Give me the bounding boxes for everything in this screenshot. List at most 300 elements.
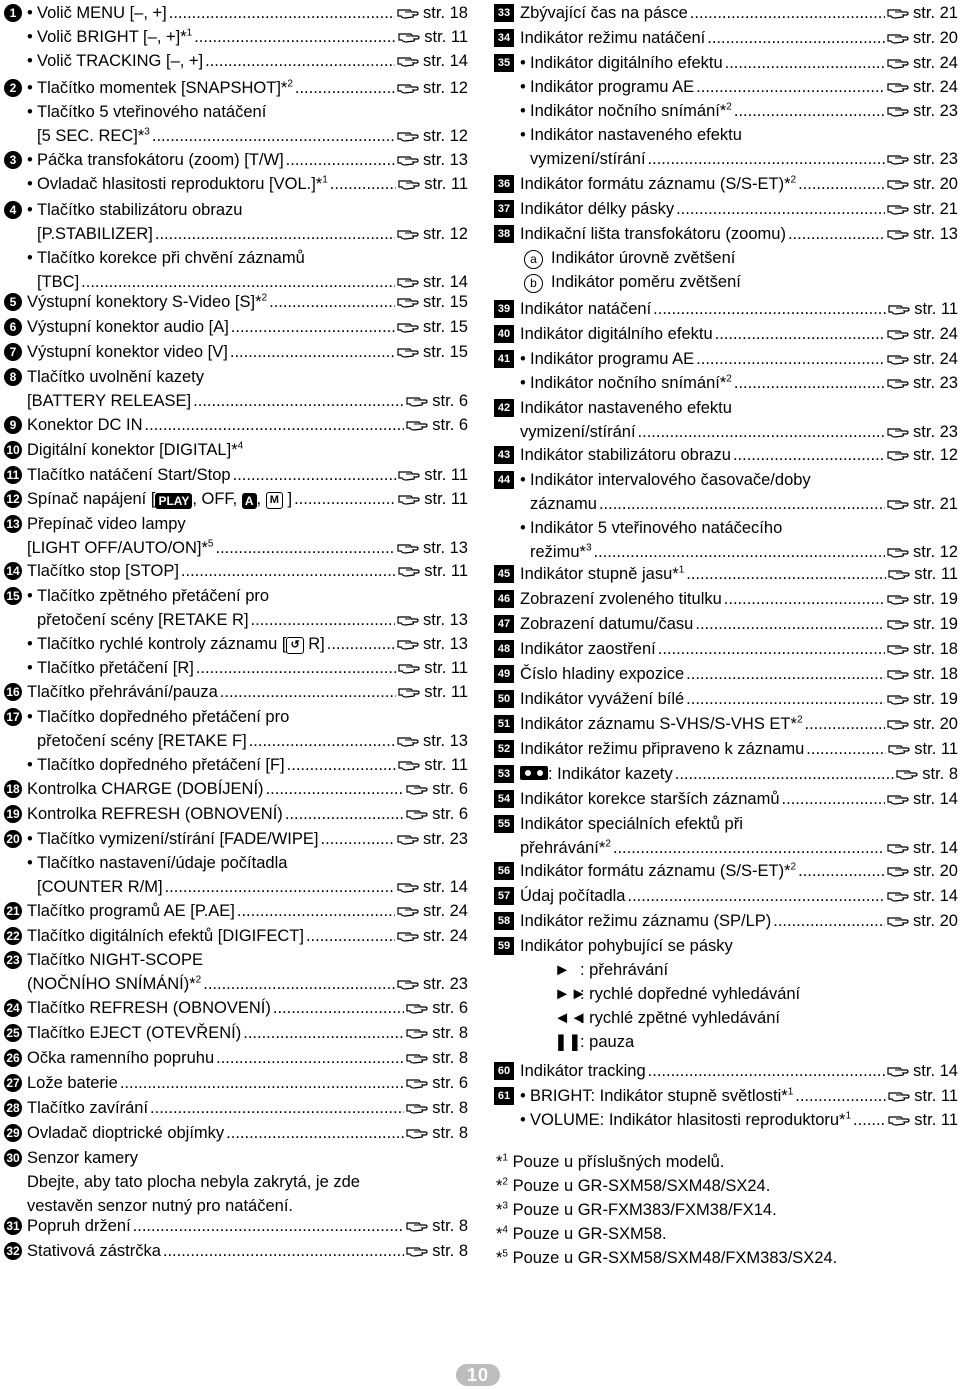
entry-line: [27, 413, 468, 437]
entry-line: [27, 972, 468, 996]
entry-label-wrap: [520, 787, 780, 811]
footnote-marker: 1: [322, 174, 328, 186]
entry-line-content: [27, 438, 468, 462]
entry-line-content: [520, 172, 958, 196]
entry-line-content: [520, 637, 958, 661]
page-reference: [888, 297, 958, 321]
entry-line-content: [27, 487, 468, 511]
entry-label: : rychlé zpětné vyhledávání: [580, 1009, 780, 1027]
entry-line-content: [27, 1046, 468, 1070]
pointing-hand-icon: [887, 448, 909, 461]
entry-label: [TBC]: [37, 273, 80, 291]
leader-dots: [150, 1096, 404, 1120]
entry-text: [520, 297, 958, 321]
entry-label: záznamu: [530, 495, 597, 513]
leader-dots: [798, 172, 885, 196]
entry-line-content: [37, 608, 468, 632]
footnote-marker: 2: [726, 101, 732, 113]
entry-line: [27, 49, 468, 73]
entry-text: [520, 396, 958, 444]
entry-label-wrap: [530, 540, 592, 564]
entry-line-content: [520, 562, 958, 586]
entry-line: [520, 1059, 958, 1083]
page-ref-label: str. 11: [424, 466, 468, 484]
page-ref-label: str. 19: [913, 690, 958, 708]
entry-label: Popruh držení: [27, 1217, 131, 1235]
footnote-marker: 5: [207, 538, 214, 550]
leader-dots: [782, 787, 886, 811]
entry-label: Indikátor režimu natáčení: [520, 29, 706, 47]
entry-label: Volič BRIGHT [–, +]*: [37, 28, 187, 46]
tape-symbol-icon: ❚❚: [554, 1033, 582, 1051]
entry-number-badge: 22: [4, 927, 22, 945]
entry-line-content: [27, 680, 468, 704]
entry-line: [27, 365, 468, 389]
entry-label-wrap: [27, 365, 204, 389]
entry-line-content: [27, 1214, 468, 1238]
entry-number-badge: 23: [4, 951, 22, 969]
entry-label-wrap: [520, 297, 651, 321]
entry-line: [27, 172, 468, 196]
page-ref-label: str. 20: [913, 715, 958, 733]
entry-number-badge: 46: [494, 590, 514, 608]
leader-dots: [724, 587, 885, 611]
entry-label: Kontrolka CHARGE (DOBÍJENÍ): [27, 780, 264, 798]
leader-dots: [653, 297, 886, 321]
leader-dots: [233, 463, 397, 487]
entry-text: [520, 637, 958, 661]
entry-line: [520, 75, 958, 99]
entry-text: [27, 899, 468, 923]
entry-label-wrap: [520, 637, 656, 661]
pointing-hand-icon: [398, 177, 420, 190]
entry-line-content: [520, 909, 958, 933]
entry-number-badge: 38: [494, 225, 514, 243]
entry-line-content: [27, 1021, 468, 1045]
entry-label-wrap: [520, 396, 732, 420]
page-ref-label: str. 14: [423, 273, 468, 291]
entry-number-badge: 10: [4, 441, 22, 459]
page-reference: [406, 777, 468, 801]
page-reference: [406, 413, 468, 437]
entry-number-badge: 8: [4, 368, 22, 386]
page-reference: [397, 340, 468, 364]
page-reference: [887, 1059, 958, 1083]
entry-line: [27, 802, 468, 826]
entry-text: [520, 884, 958, 908]
entry-line-content: [520, 762, 958, 786]
leader-dots: [294, 487, 396, 511]
entry-label-wrap: [37, 100, 266, 124]
entry-label: Indikátor vyvážení bílé: [520, 690, 685, 708]
entry-line-content: [520, 1059, 958, 1083]
entry-label-wrap: [37, 608, 249, 632]
entry-text: [27, 438, 468, 462]
bullet-icon: •: [27, 175, 33, 193]
leader-dots: [203, 972, 395, 996]
page-ref-label: str. 21: [913, 4, 958, 22]
page-ref-label: str. 14: [913, 1062, 958, 1080]
entry-number-badge: 51: [494, 715, 514, 733]
entry-label: Výstupní konektor audio [A]: [27, 318, 229, 336]
entry-number-badge: 25: [4, 1024, 22, 1042]
entry-line: [520, 222, 958, 246]
entry-label: Lože baterie: [27, 1074, 118, 1092]
leader-dots: [169, 1, 395, 25]
entry-label-wrap: [27, 413, 143, 437]
entry-line-content: [520, 297, 958, 321]
pointing-hand-icon: [888, 1089, 910, 1102]
leader-dots: [594, 540, 886, 564]
entry-line: [520, 396, 958, 420]
entry-label-wrap: [27, 463, 231, 487]
pointing-hand-icon: [406, 1076, 428, 1089]
entry-label-wrap: [37, 124, 150, 148]
entry-line-content: [37, 875, 468, 899]
page-reference: [887, 147, 958, 171]
entry-label-wrap: [27, 972, 201, 996]
entry-text: [27, 827, 468, 899]
entry-number-badge: 6: [4, 318, 22, 336]
entry-label: Indikátor stupně jasu*: [520, 565, 679, 583]
entry-label: Indikátor tracking: [520, 1062, 646, 1080]
footnote-number: 3: [502, 1200, 508, 1212]
entry-line: [27, 584, 468, 608]
entry-line-content: [530, 468, 958, 492]
leader-dots: [269, 290, 395, 314]
page-reference: [896, 762, 958, 786]
pointing-hand-icon: [896, 767, 918, 780]
entry-label: režimu*: [530, 543, 586, 561]
entry-label: přetočení scény [RETAKE F]: [37, 732, 247, 750]
entry-line-content: [520, 197, 958, 221]
entry-text: [27, 680, 468, 704]
entry-label: Indikátor programu AE: [530, 350, 695, 368]
leader-dots: [638, 420, 886, 444]
entry-line: [520, 197, 958, 221]
pointing-hand-icon: [887, 642, 909, 655]
footnote: [496, 1174, 770, 1198]
page-ref-label: str. 11: [424, 28, 468, 46]
entry-label: Indikátor režimu záznamu (SP/LP): [520, 912, 772, 930]
page-ref-label: str. 11: [424, 756, 468, 774]
page-reference: [887, 420, 958, 444]
entry-line: [520, 1006, 958, 1030]
entry-text: [27, 340, 468, 364]
pointing-hand-icon: [397, 320, 419, 333]
page-ref-label: str. 8: [432, 1124, 468, 1142]
entry-label: Spínač napájení [: [27, 490, 156, 508]
entry-number-badge: 28: [4, 1099, 22, 1117]
entry-line-content: [37, 198, 468, 222]
entry-label: Ovladač hlasitosti reproduktoru [VOL.]*: [37, 175, 323, 193]
leader-dots: [725, 51, 885, 75]
entry-label: Indikátor intervalového časovače/doby: [530, 471, 811, 489]
entry-text: [27, 76, 468, 148]
page-ref-label: str. 14: [423, 52, 468, 70]
entry-label: Indikátor poměru zvětšení: [551, 273, 741, 291]
entry-text: [27, 487, 468, 511]
bullet-icon: •: [27, 587, 33, 605]
footnote-marker: 2: [287, 78, 293, 90]
pointing-hand-icon: [887, 792, 909, 805]
entry-text: [520, 687, 958, 711]
entry-line: [27, 875, 468, 899]
pointing-hand-icon: [398, 564, 420, 577]
entry-label-wrap: [520, 172, 796, 196]
entry-line: [27, 1121, 468, 1145]
footnote: [496, 1150, 724, 1174]
tape-symbol-icon: ◄◄: [554, 1009, 587, 1027]
page-ref-label: str. 20: [913, 862, 958, 880]
entry-label: Indikátor nastaveného efektu: [520, 399, 732, 417]
page-reference: [398, 656, 468, 680]
leader-dots: [676, 197, 885, 221]
pointing-hand-icon: [406, 1101, 428, 1114]
entry-label: Volič TRACKING [–, +]: [37, 52, 204, 70]
entry-line-content: [530, 492, 958, 516]
entry-line: [27, 1046, 468, 1070]
entry-line-content: [37, 632, 468, 656]
entry-label: Tlačítko digitálních efektů [DIGIFECT]: [27, 927, 304, 945]
leader-dots: [226, 1121, 404, 1145]
page-reference: [397, 222, 468, 246]
entry-label: Indikátor zaostření: [520, 640, 656, 658]
entry-line: [27, 76, 468, 100]
page-reference: [397, 608, 468, 632]
entry-line: [27, 124, 468, 148]
entry-label: Indikátor záznamu S-VHS/S-VHS ET*: [520, 715, 797, 733]
entry-number-badge: 43: [494, 446, 514, 464]
pointing-hand-icon: [397, 929, 419, 942]
cassette-icon: [520, 766, 548, 780]
leader-dots: [251, 608, 396, 632]
entry-label-wrap: [27, 315, 229, 339]
page-reference: [887, 172, 958, 196]
pointing-hand-icon: [887, 592, 909, 605]
entry-line: [520, 836, 958, 860]
entry-text: [27, 148, 468, 196]
page-ref-label: str. 18: [423, 4, 468, 22]
entry-line-content: [27, 1071, 468, 1095]
entry-number-badge: 26: [4, 1049, 22, 1067]
entry-label: Očka ramenního popruhu: [27, 1049, 215, 1067]
entry-text: [27, 924, 468, 948]
page-reference: [397, 972, 468, 996]
pointing-hand-icon: [398, 661, 420, 674]
page-ref-label: str. 12: [913, 446, 958, 464]
page-reference: [398, 463, 468, 487]
entry-label-wrap: [530, 123, 742, 147]
page-reference: [887, 884, 958, 908]
page-reference: [398, 559, 468, 583]
entry-line-content: [530, 1108, 958, 1132]
page-reference: [887, 540, 958, 564]
page-reference: [406, 1096, 468, 1120]
page-ref-label: str. 19: [913, 590, 958, 608]
entry-line: [520, 787, 958, 811]
leader-dots: [220, 680, 397, 704]
entry-line: [27, 438, 468, 462]
entry-number-badge: 37: [494, 200, 514, 218]
entry-label-wrap: Spínač napájení [ PLAY , OFF, A , M ]: [27, 490, 293, 508]
entry-label: Tlačítko uvolnění kazety: [27, 368, 205, 386]
footnote-text: Pouze u příslušných modelů.: [512, 1153, 725, 1171]
entry-number-badge: 35: [494, 54, 514, 72]
entry-label-wrap: [530, 51, 723, 75]
page-ref-label: str. 8: [432, 1099, 468, 1117]
page-ref-label: str. 11: [914, 740, 958, 758]
bullet-icon: •: [520, 54, 526, 72]
leader-dots: [273, 996, 404, 1020]
entry-line-content: [27, 899, 468, 923]
pointing-hand-icon: [397, 6, 419, 19]
entry-number-badge: 60: [494, 1062, 514, 1080]
footnote-marker: 4: [237, 440, 244, 452]
entry-number-badge: 40: [494, 325, 514, 343]
entry-text: [520, 612, 958, 636]
footnote-marker: 2: [605, 838, 611, 850]
page-reference: [888, 562, 958, 586]
entry-text: [520, 662, 958, 686]
pointing-hand-icon: [397, 832, 419, 845]
entry-label: přehrávání*: [520, 839, 606, 857]
entry-line: [27, 487, 468, 511]
entry-line: [520, 420, 958, 444]
entry-label: Digitální konektor [DIGITAL]*: [27, 441, 238, 459]
entry-label: vestavěn senzor nutný pro natáčení.: [27, 1197, 293, 1215]
entry-line-content: [520, 26, 958, 50]
page-reference: [397, 875, 468, 899]
entry-text: [27, 512, 468, 560]
entry-line-content: [530, 1084, 958, 1108]
entry-text: [27, 559, 468, 583]
entry-line: [27, 924, 468, 948]
entry-label: Páčka transfokátoru (zoom) [T/W]: [37, 151, 284, 169]
entry-line-content: [27, 463, 468, 487]
entry-label: Údaj počítadla: [520, 887, 626, 905]
entry-label: Indikátor pohybující se pásky: [520, 937, 733, 955]
bullet-icon: •: [520, 374, 526, 392]
entry-line-content: [37, 729, 468, 753]
page-reference: [406, 802, 468, 826]
pointing-hand-icon: [397, 295, 419, 308]
entry-line-content: [27, 996, 468, 1020]
entry-text: [27, 1214, 468, 1238]
entry-line: [520, 123, 958, 147]
bullet-icon: •: [520, 350, 526, 368]
entry-label: [P.STABILIZER]: [37, 225, 153, 243]
entry-number-badge: 21: [4, 902, 22, 920]
pointing-hand-icon: [406, 807, 428, 820]
entry-line: [520, 270, 958, 294]
entry-line: [520, 322, 958, 346]
leader-dots: [194, 25, 396, 49]
pointing-hand-icon: [397, 541, 419, 554]
entry-number-badge: 12: [4, 490, 22, 508]
footnote-number: 4: [502, 1224, 508, 1236]
entry-text: [27, 705, 468, 777]
leader-dots: [306, 924, 395, 948]
entry-line: [520, 612, 958, 636]
entry-line: [520, 492, 958, 516]
entry-line: [520, 982, 958, 1006]
entry-line: [520, 468, 958, 492]
page-reference: [887, 836, 958, 860]
pointing-hand-icon: [887, 667, 909, 680]
page-ref-label: str. 24: [423, 902, 468, 920]
entry-line-content: [37, 851, 468, 875]
page-ref-label: str. 8: [922, 765, 958, 783]
entry-label-wrap: [27, 996, 271, 1020]
entry-line: [520, 347, 958, 371]
page-ref-label: str. 20: [913, 175, 958, 193]
entry-text: [520, 197, 958, 221]
entry-line-content: [520, 812, 958, 836]
page-ref-label: str. 23: [913, 102, 958, 120]
pointing-hand-icon: [397, 880, 419, 893]
entry-line: [27, 753, 468, 777]
entry-line-content: [520, 934, 958, 958]
entry-number-badge: 39: [494, 300, 514, 318]
entry-label-wrap: [530, 1084, 793, 1108]
leader-dots: [715, 322, 885, 346]
pointing-hand-icon: [406, 418, 428, 431]
entry-label-wrap: [520, 562, 684, 586]
leader-dots: [165, 875, 395, 899]
entry-label: Dbejte, aby tato plocha nebyla zakrytá, je zde: [27, 1173, 360, 1191]
entry-number-badge: 61: [494, 1087, 514, 1105]
entry-label-wrap: [37, 753, 285, 777]
entry-number-badge: 31: [4, 1217, 22, 1235]
entry-label-wrap: [520, 909, 771, 933]
bullet-icon: •: [27, 28, 33, 46]
entry-label: Tlačítko zpětného přetáčení pro: [37, 587, 270, 605]
entry-number-badge: 32: [4, 1242, 22, 1260]
page-ref-label: str. 23: [913, 150, 958, 168]
leader-dots: [733, 443, 885, 467]
pointing-hand-icon: [887, 56, 909, 69]
entry-line-content: [37, 124, 468, 148]
entry-label-wrap: [27, 802, 283, 826]
pointing-hand-icon: [397, 345, 419, 358]
leader-dots: [658, 637, 885, 661]
entry-line-content: [27, 1121, 468, 1145]
bullet-icon: •: [520, 471, 526, 489]
page-reference: [887, 787, 958, 811]
entry-label-wrap: [520, 1, 688, 25]
entry-label: [5 SEC. REC]*: [37, 127, 145, 145]
page-ref-label: str. 12: [913, 543, 958, 561]
page-ref-label: str. 13: [423, 151, 468, 169]
pointing-hand-icon: [887, 497, 909, 510]
entry-number-badge: 53: [494, 765, 514, 783]
entry-line: [520, 172, 958, 196]
entry-line-content: [27, 536, 468, 560]
pointing-hand-icon: [406, 782, 428, 795]
page-ref-label: str. 24: [423, 927, 468, 945]
entry-line-content: [520, 396, 958, 420]
entry-label-wrap: [27, 777, 264, 801]
footnote-marker: 3: [585, 542, 592, 554]
entry-label: [BATTERY RELEASE]: [27, 392, 192, 410]
entry-label: Indikátor režimu připraveno k záznamu: [520, 740, 805, 758]
pointing-hand-icon: [888, 302, 910, 315]
entry-label: Výstupní konektor video [V]: [27, 343, 228, 361]
page-ref-label: str. 14: [913, 887, 958, 905]
entry-line: [520, 812, 958, 836]
page-reference: [398, 487, 468, 511]
